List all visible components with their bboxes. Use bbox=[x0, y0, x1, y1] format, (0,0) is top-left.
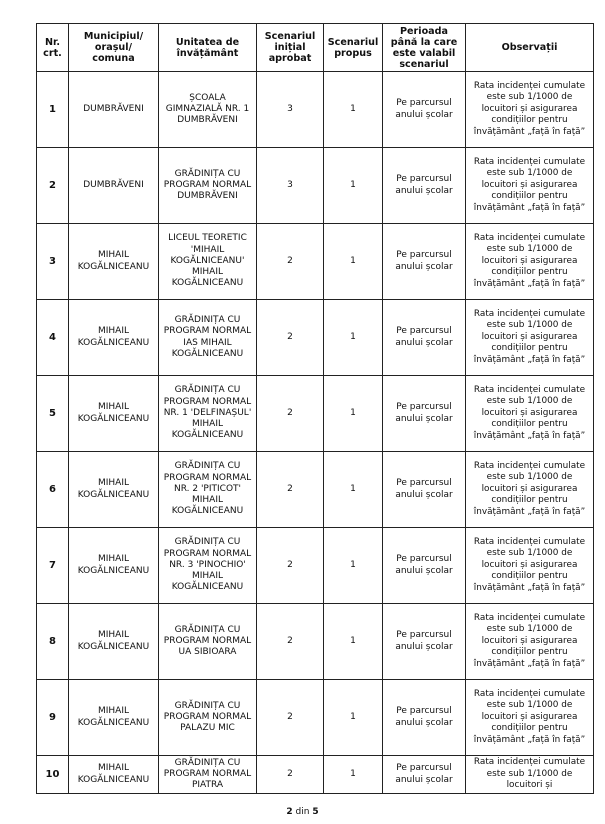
table-row bbox=[37, 452, 594, 528]
cell-initial-scenario: 2 bbox=[257, 300, 324, 376]
cell-period: Pe parcursul anului școlar bbox=[383, 680, 466, 756]
cell-nr: 10 bbox=[37, 756, 69, 794]
cell-period: Pe parcursul anului școlar bbox=[383, 72, 466, 148]
cell-observations: Rata incidenței cumulate este sub 1/1000 de locuitori și asigurarea condițiilor pentru învățământ „față în față” bbox=[466, 376, 594, 452]
cell-nr: 7 bbox=[37, 528, 69, 604]
page-footer bbox=[0, 807, 605, 817]
cell-period: Pe parcursul anului școlar bbox=[383, 452, 466, 528]
page-total: 5 bbox=[312, 807, 319, 817]
cell-initial-scenario: 2 bbox=[257, 604, 324, 680]
table-row bbox=[37, 300, 594, 376]
cell-unit: GRĂDINIȚA CU PROGRAM NORMAL IAS MIHAIL KOGĂLNICEANU bbox=[159, 300, 257, 376]
cell-locality: MIHAIL KOGĂLNICEANU bbox=[69, 300, 159, 376]
cell-locality: MIHAIL KOGĂLNICEANU bbox=[69, 224, 159, 300]
cell-nr: 6 bbox=[37, 452, 69, 528]
cell-proposed-scenario: 1 bbox=[324, 452, 383, 528]
cell-locality: DUMBRĂVENI bbox=[69, 148, 159, 224]
header-observations: Observații bbox=[466, 24, 594, 72]
cell-initial-scenario: 2 bbox=[257, 376, 324, 452]
cell-period: Pe parcursul anului școlar bbox=[383, 528, 466, 604]
header-nr: Nr. crt. bbox=[37, 24, 69, 72]
cell-nr: 3 bbox=[37, 224, 69, 300]
cell-proposed-scenario: 1 bbox=[324, 604, 383, 680]
cell-unit: LICEUL TEORETIC 'MIHAIL KOGĂLNICEANU' MIHAIL KOGĂLNICEANU bbox=[159, 224, 257, 300]
cell-period: Pe parcursul anului școlar bbox=[383, 300, 466, 376]
page-separator: din bbox=[295, 807, 310, 817]
scenarios-table bbox=[36, 23, 594, 794]
table-row bbox=[37, 224, 594, 300]
cell-observations: Rata incidenței cumulate este sub 1/1000 de locuitori și asigurarea condițiilor pentru învățământ „față în față” bbox=[466, 148, 594, 224]
cell-nr: 2 bbox=[37, 148, 69, 224]
table-row bbox=[37, 376, 594, 452]
header-initial-scenario: Scenariul inițial aprobat bbox=[257, 24, 324, 72]
cell-nr: 9 bbox=[37, 680, 69, 756]
cell-unit: GRĂDINIȚA CU PROGRAM NORMAL PIATRA bbox=[159, 756, 257, 794]
table-row bbox=[37, 756, 594, 794]
cell-initial-scenario: 3 bbox=[257, 148, 324, 224]
cell-initial-scenario: 2 bbox=[257, 224, 324, 300]
header-period: Perioada până la care este valabil scenariul bbox=[383, 24, 466, 72]
table-row bbox=[37, 528, 594, 604]
cell-initial-scenario: 2 bbox=[257, 528, 324, 604]
cell-nr: 1 bbox=[37, 72, 69, 148]
cell-locality: MIHAIL KOGĂLNICEANU bbox=[69, 756, 159, 794]
cell-initial-scenario: 2 bbox=[257, 452, 324, 528]
cell-period: Pe parcursul anului școlar bbox=[383, 224, 466, 300]
cell-locality: MIHAIL KOGĂLNICEANU bbox=[69, 376, 159, 452]
cell-initial-scenario: 2 bbox=[257, 756, 324, 794]
cell-unit: GRĂDINIȚA CU PROGRAM NORMAL NR. 2 'PITICOT' MIHAIL KOGĂLNICEANU bbox=[159, 452, 257, 528]
table-row bbox=[37, 72, 594, 148]
header-proposed-scenario: Scenariul propus bbox=[324, 24, 383, 72]
cell-unit: GRĂDINIȚA CU PROGRAM NORMAL NR. 3 'PINOCHIO' MIHAIL KOGĂLNICEANU bbox=[159, 528, 257, 604]
cell-proposed-scenario: 1 bbox=[324, 148, 383, 224]
cell-observations: Rata incidenței cumulate este sub 1/1000 de locuitori și asigurarea condițiilor pentru învățământ „față în față” bbox=[466, 528, 594, 604]
cell-period: Pe parcursul anului școlar bbox=[383, 756, 466, 794]
header-unit: Unitatea de învățământ bbox=[159, 24, 257, 72]
header-row bbox=[37, 24, 594, 72]
cell-observations: Rata incidenței cumulate este sub 1/1000 de locuitori și asigurarea condițiilor pentru învățământ „față în față” bbox=[466, 300, 594, 376]
page-number: 2 bbox=[286, 807, 293, 817]
table-body bbox=[37, 72, 594, 794]
table-row bbox=[37, 680, 594, 756]
cell-locality: MIHAIL KOGĂLNICEANU bbox=[69, 452, 159, 528]
cell-nr: 5 bbox=[37, 376, 69, 452]
cell-nr: 4 bbox=[37, 300, 69, 376]
cell-locality: MIHAIL KOGĂLNICEANU bbox=[69, 680, 159, 756]
table-row bbox=[37, 604, 594, 680]
cell-unit: ȘCOALA GIMNAZIALĂ NR. 1 DUMBRĂVENI bbox=[159, 72, 257, 148]
cell-initial-scenario: 3 bbox=[257, 72, 324, 148]
cell-unit: GRĂDINIȚA CU PROGRAM NORMAL PALAZU MIC bbox=[159, 680, 257, 756]
cell-observations: Rata incidenței cumulate este sub 1/1000 de locuitori și asigurarea condițiilor pentru învățământ „față în față” bbox=[466, 604, 594, 680]
cell-locality: MIHAIL KOGĂLNICEANU bbox=[69, 528, 159, 604]
cell-locality: DUMBRĂVENI bbox=[69, 72, 159, 148]
cell-nr: 8 bbox=[37, 604, 69, 680]
header-locality: Municipiul/ orașul/ comuna bbox=[69, 24, 159, 72]
cell-locality: MIHAIL KOGĂLNICEANU bbox=[69, 604, 159, 680]
cell-proposed-scenario: 1 bbox=[324, 224, 383, 300]
cell-observations: Rata incidenței cumulate este sub 1/1000 de locuitori și asigurarea condițiilor pentru învățământ „față în față” bbox=[466, 452, 594, 528]
cell-unit: GRĂDINIȚA CU PROGRAM NORMAL DUMBRĂVENI bbox=[159, 148, 257, 224]
cell-unit: GRĂDINIȚA CU PROGRAM NORMAL NR. 1 'DELFINAȘUL' MIHAIL KOGĂLNICEANU bbox=[159, 376, 257, 452]
cell-proposed-scenario: 1 bbox=[324, 680, 383, 756]
cell-period: Pe parcursul anului școlar bbox=[383, 148, 466, 224]
cell-observations: Rata incidenței cumulate este sub 1/1000 de locuitori și asigurarea condițiilor pentru învățământ „față în față” bbox=[466, 224, 594, 300]
cell-proposed-scenario: 1 bbox=[324, 756, 383, 794]
cell-observations: Rata incidenței cumulate este sub 1/1000 de locuitori și bbox=[466, 756, 594, 794]
cell-observations: Rata incidenței cumulate este sub 1/1000 de locuitori și asigurarea condițiilor pentru învățământ „față în față” bbox=[466, 72, 594, 148]
cell-period: Pe parcursul anului școlar bbox=[383, 376, 466, 452]
cell-proposed-scenario: 1 bbox=[324, 376, 383, 452]
cell-period: Pe parcursul anului școlar bbox=[383, 604, 466, 680]
table-row bbox=[37, 148, 594, 224]
cell-unit: GRĂDINIȚA CU PROGRAM NORMAL UA SIBIOARA bbox=[159, 604, 257, 680]
cell-observations: Rata incidenței cumulate este sub 1/1000 de locuitori și asigurarea condițiilor pentru învățământ „față în față” bbox=[466, 680, 594, 756]
cell-proposed-scenario: 1 bbox=[324, 300, 383, 376]
cell-proposed-scenario: 1 bbox=[324, 528, 383, 604]
cell-initial-scenario: 2 bbox=[257, 680, 324, 756]
cell-proposed-scenario: 1 bbox=[324, 72, 383, 148]
